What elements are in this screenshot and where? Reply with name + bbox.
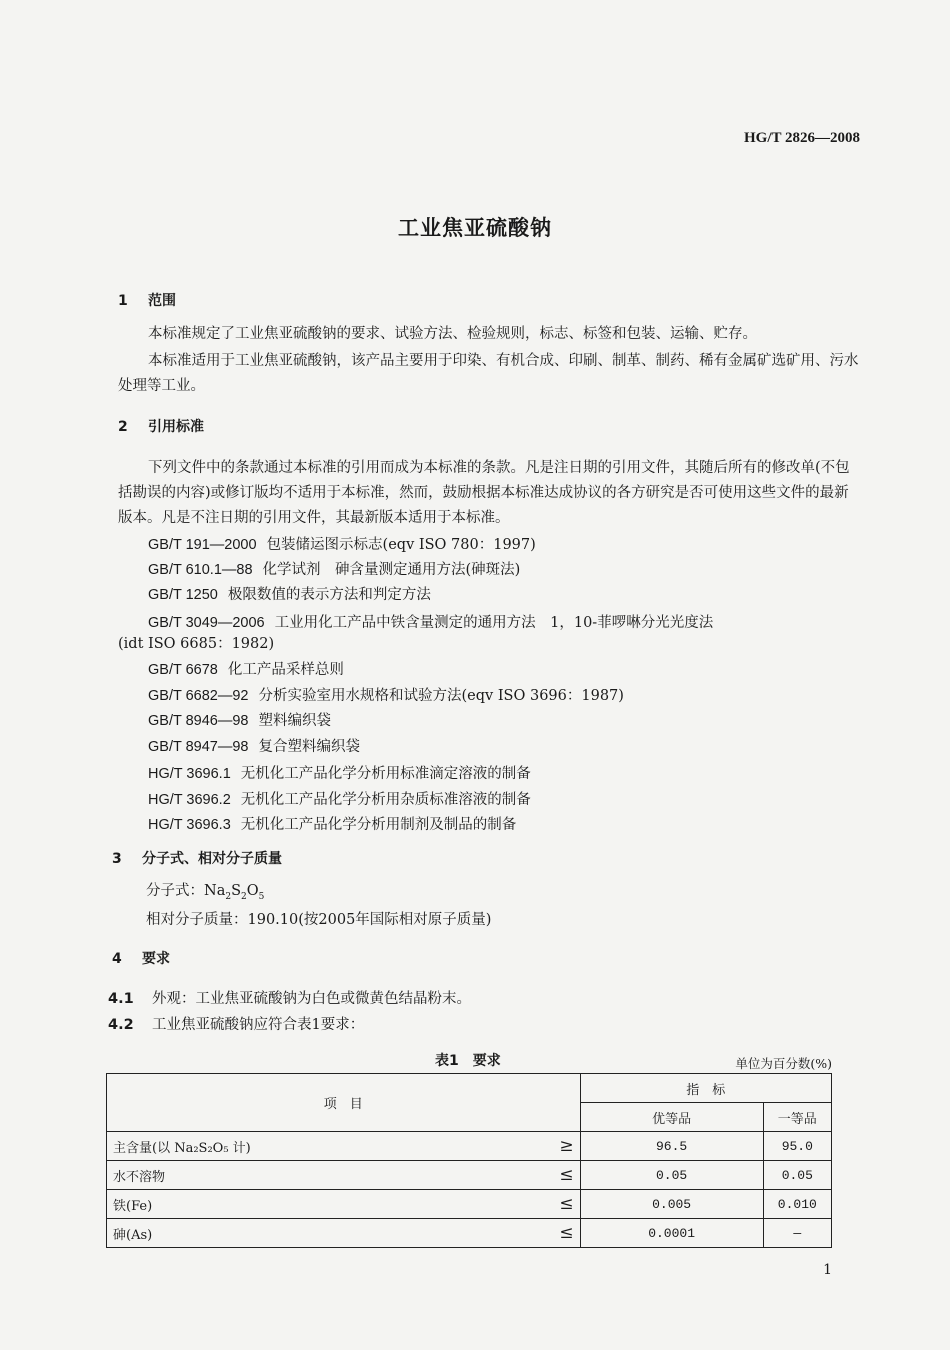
formula-subscript: 2 [225, 891, 232, 902]
reference-title: 复合塑料编织袋 [258, 739, 360, 755]
row-value-first: — [763, 1219, 831, 1248]
header-grade-first: 一等品 [763, 1103, 831, 1132]
row-item: 主含量(以 Na₂S₂O₅ 计) [107, 1132, 548, 1161]
formula-label: 分子式： [146, 883, 204, 899]
row-operator: ≤ [548, 1190, 581, 1219]
header-index: 指 标 [580, 1074, 831, 1103]
row-operator: ≤ [548, 1161, 581, 1190]
clause-4-1 [108, 987, 471, 1008]
reference-item [148, 533, 536, 554]
clause-number: 4.2 [108, 1017, 134, 1033]
reference-item [148, 684, 624, 705]
reference-title: 塑料编织袋 [258, 713, 331, 729]
formula-subscript: 2 [241, 891, 247, 902]
molecular-mass-line: 相对分子质量：190.10(按2005年国际相对原子质量) [146, 912, 492, 928]
row-value-first: 0.010 [763, 1190, 831, 1219]
reference-code: HG/T 3696.2 [148, 792, 231, 808]
section-title: 范围 [148, 293, 176, 309]
reference-code: GB/T 6682—92 [148, 688, 249, 704]
scope-paragraph-1: 本标准规定了工业焦亚硫酸钠的要求、试验方法、检验规则，标志、标签和包装、运输、贮存。 [148, 326, 757, 342]
reference-item [148, 788, 531, 809]
section-title: 引用标准 [148, 419, 204, 435]
reference-title: 无机化工产品化学分析用杂质标准溶液的制备 [240, 792, 531, 808]
reference-code: GB/T 191—2000 [148, 537, 257, 553]
section-title: 要求 [142, 951, 170, 967]
page-number: 1 [823, 1262, 832, 1278]
table-row [107, 1219, 832, 1248]
section-number: 4 [112, 951, 122, 967]
table-row [107, 1161, 832, 1190]
reference-code: GB/T 6678 [148, 662, 218, 678]
section-number: 3 [112, 851, 122, 867]
document-title: 工业焦亚硫酸钠 [398, 216, 552, 240]
formula-element: Na [204, 883, 226, 899]
reference-item [148, 558, 520, 579]
reference-title: 无机化工产品化学分析用制剂及制品的制备 [240, 817, 517, 833]
header-item: 项 目 [107, 1074, 581, 1132]
section-title: 分子式、相对分子质量 [142, 851, 282, 867]
row-value-superior: 0.0001 [580, 1219, 763, 1248]
reference-item [148, 658, 344, 679]
reference-code: GB/T 1250 [148, 587, 218, 603]
row-item: 铁(Fe) [107, 1190, 548, 1219]
clause-4-2 [108, 1013, 364, 1034]
reference-item [148, 583, 431, 604]
section-number: 1 [118, 293, 128, 309]
row-operator: ≥ [548, 1132, 581, 1161]
section-2-heading [118, 416, 204, 436]
row-value-first: 0.05 [763, 1161, 831, 1190]
formula-element: O [246, 883, 259, 899]
formula-subscript: 5 [258, 891, 265, 902]
table-caption: 表1 要求 [435, 1053, 501, 1069]
reference-code: GB/T 8947—98 [148, 739, 249, 755]
references-intro: 下列文件中的条款通过本标准的引用而成为本标准的条款。凡是注日期的引用文件，其随后所有的修改单(不包括勘误的内容)或修订版均不适用于本标准，然而，鼓励根据本标准达成协议的各方研究是否可使用这些文件的最新版本。凡是不注日期的引用文件，其最新版本适用于本标准。 [118, 460, 850, 526]
reference-code: GB/T 3049—2006 [148, 615, 265, 631]
reference-code: HG/T 3696.1 [148, 766, 231, 782]
clause-number: 4.1 [108, 991, 134, 1007]
standard-code: HG/T 2826—2008 [744, 130, 860, 146]
reference-title: 包装储运图示标志(eqv ISO 780：1997) [266, 537, 536, 553]
molecular-formula-line [146, 879, 264, 910]
scope-paragraph-2: 本标准适用于工业焦亚硫酸钠，该产品主要用于印染、有机合成、印刷、制革、制药、稀有金属矿选矿用、污水处理等工业。 [118, 353, 859, 394]
reference-item [148, 611, 713, 632]
clause-text: 外观：工业焦亚硫酸钠为白色或微黄色结晶粉末。 [152, 991, 471, 1007]
reference-code: GB/T 610.1—88 [148, 562, 253, 578]
row-value-first: 95.0 [763, 1132, 831, 1161]
reference-title: 化学试剂 砷含量测定通用方法(砷斑法) [262, 562, 521, 578]
reference-item-continuation: (idt ISO 6685：1982) [118, 636, 275, 652]
section-number: 2 [118, 419, 128, 435]
reference-title: 工业用化工产品中铁含量测定的通用方法 1，10-菲啰啉分光光度法 [274, 615, 714, 631]
reference-item [148, 735, 360, 756]
row-value-superior: 0.05 [580, 1161, 763, 1190]
row-item: 砷(As) [107, 1219, 548, 1248]
section-3-heading [112, 848, 282, 868]
reference-code: GB/T 8946—98 [148, 713, 249, 729]
reference-code: HG/T 3696.3 [148, 817, 231, 833]
reference-item [148, 813, 516, 834]
reference-title: 无机化工产品化学分析用标准滴定溶液的制备 [240, 766, 531, 782]
reference-title: 极限数值的表示方法和判定方法 [227, 587, 431, 603]
section-1-heading [118, 290, 176, 310]
header-grade-superior: 优等品 [580, 1103, 763, 1132]
reference-title: 分析实验室用水规格和试验方法(eqv ISO 3696：1987) [258, 688, 624, 704]
clause-text: 工业焦亚硫酸钠应符合表1要求： [152, 1017, 365, 1033]
requirements-table [106, 1073, 832, 1248]
row-item: 水不溶物 [107, 1161, 548, 1190]
reference-item [148, 762, 531, 783]
formula-element: S [231, 883, 242, 899]
table-header-row [107, 1074, 832, 1103]
table-unit: 单位为百分数(%) [735, 1056, 832, 1071]
table-row [107, 1132, 832, 1161]
row-operator: ≤ [548, 1219, 581, 1248]
section-4-heading [112, 948, 170, 968]
row-value-superior: 96.5 [580, 1132, 763, 1161]
table-row [107, 1190, 832, 1219]
reference-title: 化工产品采样总则 [227, 662, 344, 678]
reference-item [148, 709, 331, 730]
row-value-superior: 0.005 [580, 1190, 763, 1219]
